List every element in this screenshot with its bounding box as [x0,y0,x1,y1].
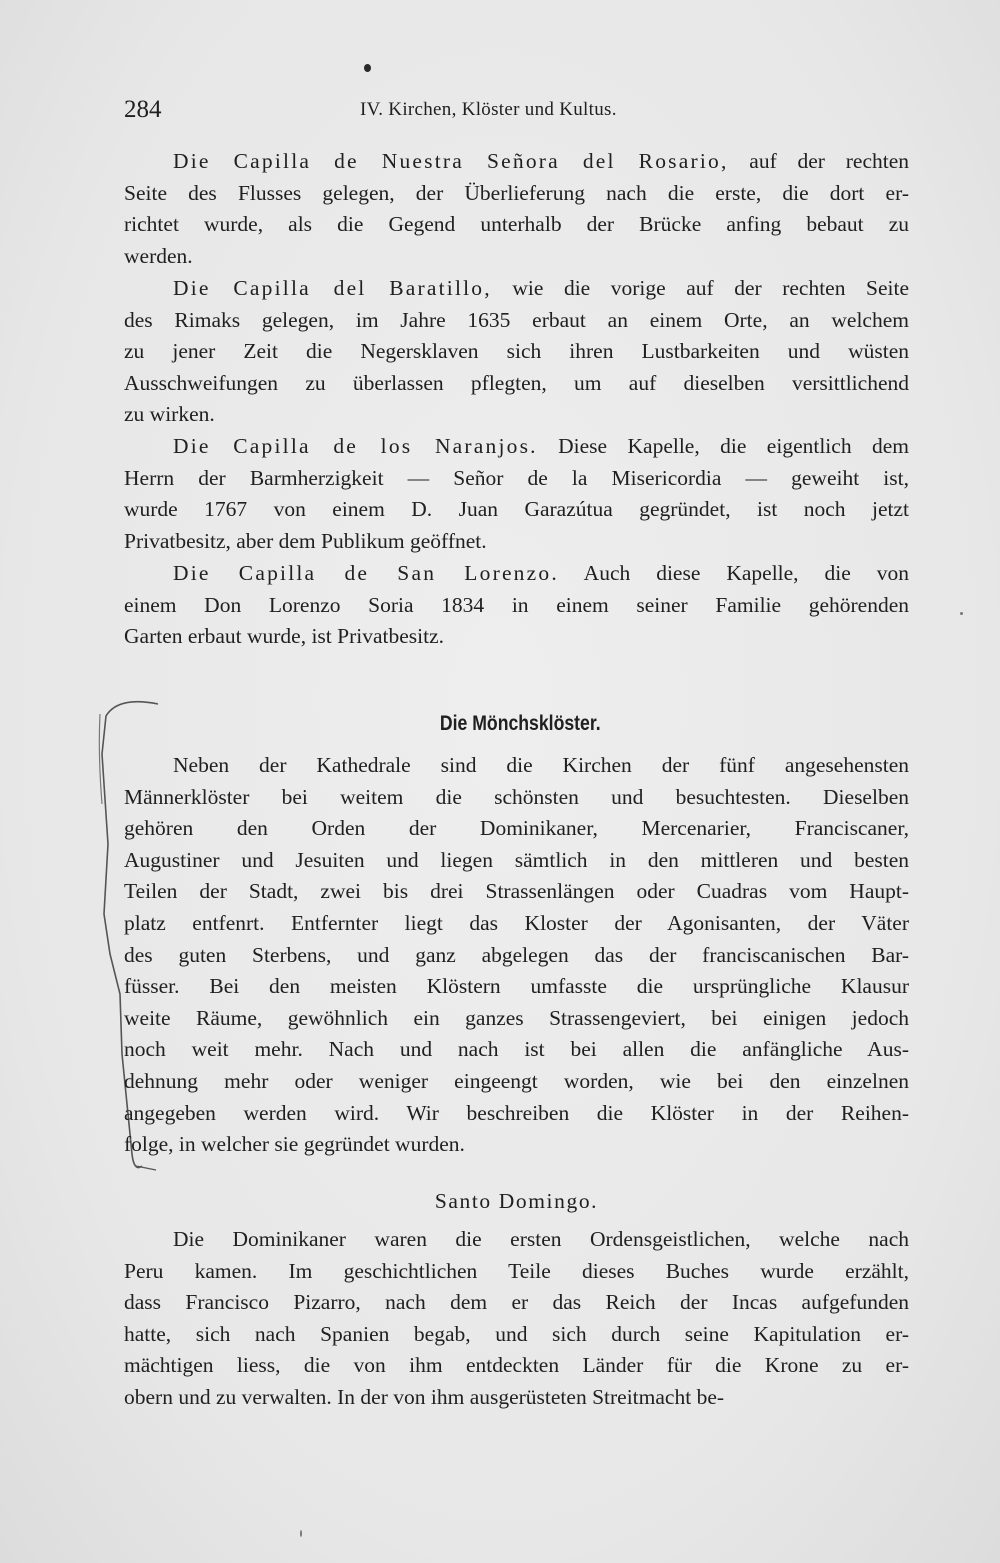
line-text: hatte, sich nach Spanien begab, und sich durch seine Kapitulation er- [124,1321,909,1346]
text-line [124,558,909,590]
line-text: angegeben werden wird. Wir beschreiben die Klöster in der Reihen- [124,1100,909,1125]
paragraph-capilla-baratillo [124,273,909,431]
text-line [124,971,909,1003]
text-line [124,1350,909,1382]
text-line [124,1003,909,1035]
text-line [124,399,909,431]
spaced-term: Die Capilla de los Naranjos. [173,434,538,458]
line-text: mächtigen liess, die von ihm entdeckten Länder für die Krone zu er- [124,1353,909,1378]
line-text: füsser. Bei den meisten Klöstern umfasste die ursprüngliche Klausur [124,974,909,999]
text-line [124,1319,909,1351]
text-line [124,494,909,526]
text-line [124,876,909,908]
text-line [124,305,909,337]
text-line [124,908,909,940]
text-line [124,1287,909,1319]
text-line [124,1066,909,1098]
line-text: noch weit mehr. Nach und nach ist bei allen die anfängliche Aus- [124,1037,909,1062]
line-text: des Rimaks gelegen, im Jahre 1635 erbaut an einem Orte, an welchem [124,307,909,332]
text-line [124,431,909,463]
running-head: IV. Kirchen, Klöster und Kultus. [360,99,617,120]
paragraph-moenchskloester [124,750,909,1161]
line-text: Garten erbaut wurde, ist Privatbesitz. [124,624,445,649]
ink-dot [364,64,371,72]
line-text: des guten Sterbens, und ganz abgelegen das der franciscanischen Bar- [124,942,909,967]
text-line [124,940,909,972]
line-text: Privatbesitz, aber dem Publikum geöffnet. [124,528,487,553]
line-text: Herrn der Barmherzigkeit — Señor de la Misericordia — geweiht ist, [124,465,909,490]
text-line [124,590,909,622]
line-text: weite Räume, gewöhnlich ein ganzes Strassengeviert, bei einigen jedoch [124,1005,909,1030]
subheading-santo-domingo: Santo Domingo. [434,1189,599,1213]
line-text: Neben der Kathedrale sind die Kirchen der fünf angesehensten [173,753,909,777]
text-line [124,813,909,845]
text-line [124,750,909,782]
line-text: obern und zu verwalten. In der von ihm ausgerüsteten Streitmacht be- [124,1384,725,1409]
text-line [124,336,909,368]
line-text: platz entfenrt. Entfernter liegt das Kloster der Agonisanten, der Väter [124,910,909,935]
line-text: dass Francisco Pizarro, nach dem er das Reich der Incas aufgefunden [124,1290,909,1315]
line-text: wie die vorige auf der rechten Seite [491,276,909,300]
text-line [124,178,909,210]
paragraph-capilla-rosario [124,146,909,272]
text-line [124,273,909,305]
paragraph-capilla-san-lorenzo [124,558,909,653]
line-text: werden. [124,243,193,268]
text-line [124,1034,909,1066]
spaced-term: Die Capilla de San Lorenzo. [173,561,559,585]
line-text: Ausschweifungen zu überlassen pflegten, um auf dieselben versittlichend [124,370,909,395]
line-text: dehnung mehr oder weniger eingeengt worden, wie bei den einzelnen [124,1068,909,1093]
paragraph-capilla-naranjos [124,431,909,557]
spaced-term: Die Capilla del Baratillo, [173,276,492,300]
page-header [124,96,909,130]
text-line [124,463,909,495]
text-line [124,1256,909,1288]
line-text: Teilen der Stadt, zwei bis drei Strassenlängen oder Cuadras vom Haupt- [124,879,909,904]
paragraph-santo-domingo [124,1224,909,1414]
line-text: Diese Kapelle, die eigentlich dem [537,434,909,458]
text-line [124,1382,909,1414]
line-text: zu wirken. [124,402,215,427]
text-line [124,1224,909,1256]
text-line [124,782,909,814]
line-text: Seite des Flusses gelegen, der Überlieferung nach die erste, die dort er- [124,180,909,205]
line-text: einem Don Lorenzo Soria 1834 in einem seiner Familie gehörenden [124,592,909,617]
text-line [124,621,909,653]
paper-speck [960,612,963,615]
line-text: Männerklöster bei weitem die schönsten und besuchtesten. Dieselben [124,784,909,809]
text-line [124,1129,909,1161]
text-line [124,209,909,241]
line-text: Augustiner und Jesuiten und liegen sämtlich in den mittleren und besten [124,847,909,872]
line-text: gehören den Orden der Dominikaner, Mercenarier, Franciscaner, [124,816,909,841]
line-text: folge, in welcher sie gegründet wurden. [124,1132,465,1157]
line-text: zu jener Zeit die Negersklaven sich ihren Lustbarkeiten und wüsten [124,339,909,364]
paper-speck [300,1530,302,1537]
text-line [124,845,909,877]
line-text: auf der rechten [728,149,909,173]
section-heading: Die Mönchsklöster. [439,712,601,735]
page-number: 284 [124,96,162,123]
text-line [124,526,909,558]
line-text: Die Dominikaner waren die ersten Ordensgeistlichen, welche nach [173,1227,909,1251]
text-line [124,368,909,400]
text-line [124,146,909,178]
spaced-term: Die Capilla de Nuestra Señora del Rosario, [173,149,729,173]
line-text: richtet wurde, als die Gegend unterhalb der Brücke anfing bebaut zu [124,212,909,237]
line-text: Auch diese Kapelle, die von [558,561,909,585]
text-line [124,1098,909,1130]
line-text: wurde 1767 von einem D. Juan Garazútua gegründet, ist noch jetzt [124,497,909,522]
text-line [124,241,909,273]
line-text: Peru kamen. Im geschichtlichen Teile dieses Buches wurde erzählt, [124,1258,909,1283]
